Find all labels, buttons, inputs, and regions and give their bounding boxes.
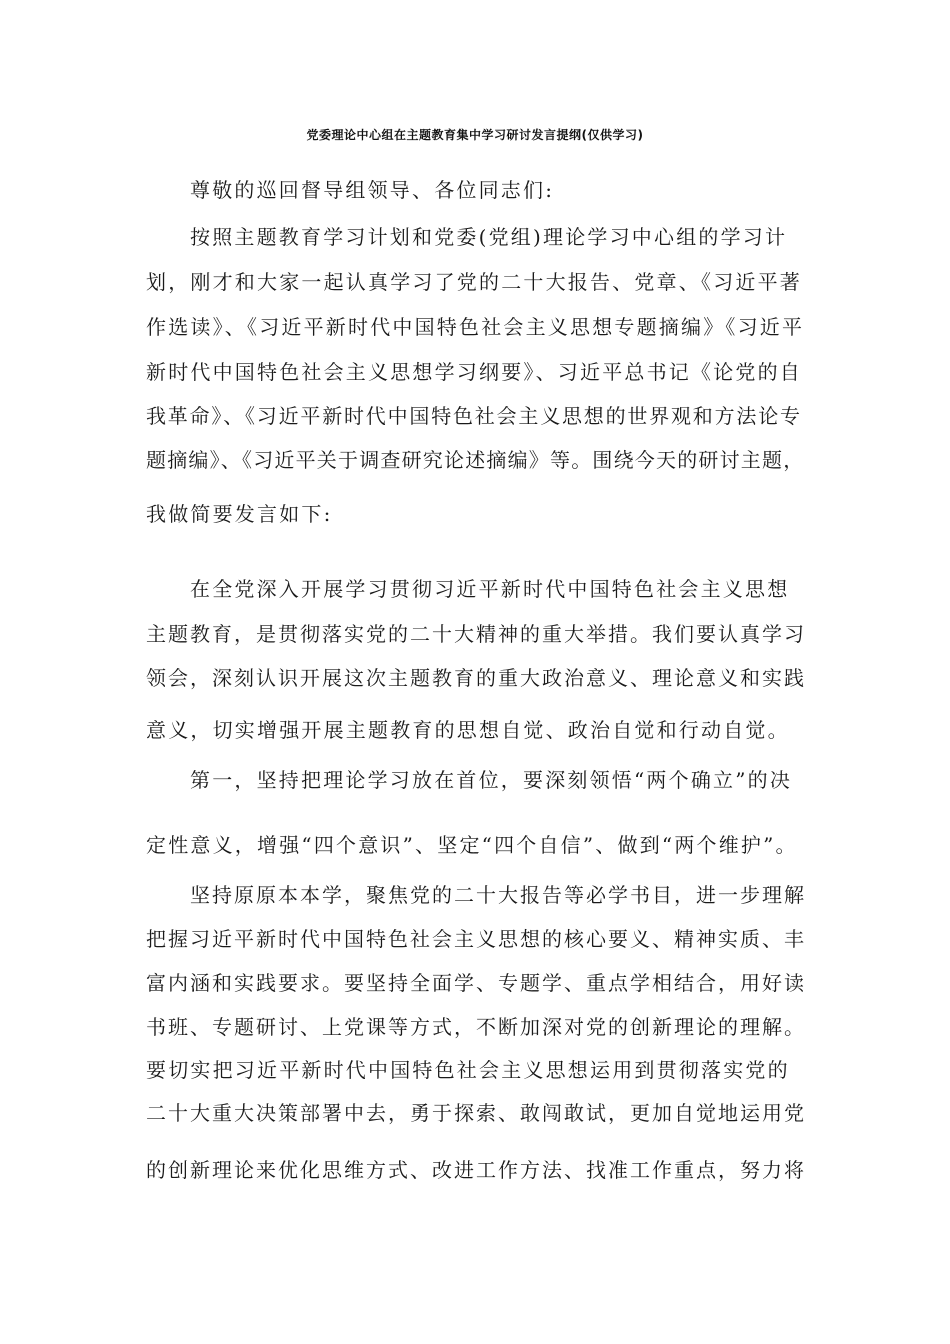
document-title: 党委理论中心组在主题教育集中学习研讨发言提纲(仅供学习) bbox=[306, 128, 644, 142]
paragraph-line: 主题教育，是贯彻落实党的二十大精神的重大举措。我们要认真学习 bbox=[146, 622, 806, 646]
paragraph-line: 定性意义，增强“四个意识”、坚定“四个自信”、做到“两个维护”。 bbox=[146, 833, 798, 857]
paragraph-line: 我做简要发言如下: bbox=[146, 502, 333, 526]
paragraph-line: 我革命》、《习近平新时代中国特色社会主义思想的世界观和方法论专 bbox=[146, 404, 802, 428]
paragraph-line: 坚持原原本本学，聚焦党的二十大报告等必学书目，进一步理解 bbox=[190, 883, 806, 907]
paragraph-line: 要切实把习近平新时代中国特色社会主义思想运用到贯彻落实党的 bbox=[146, 1058, 790, 1082]
paragraph-line: 作选读》、《习近平新时代中国特色社会主义思想专题摘编》《习近平 bbox=[146, 315, 805, 339]
paragraph-line: 划，刚才和大家一起认真学习了党的二十大报告、党章、《习近平著 bbox=[146, 270, 802, 294]
paragraph-line: 新时代中国特色社会主义思想学习纲要》、习近平总书记《论党的自 bbox=[146, 360, 802, 384]
paragraph-line: 领会，深刻认识开展这次主题教育的重大政治意义、理论意义和实践 bbox=[146, 666, 806, 690]
paragraph-line: 富内涵和实践要求。要坚持全面学、专题学、重点学相结合，用好读 bbox=[146, 971, 806, 995]
paragraph-line: 的创新理论来优化思维方式、改进工作方法、找准工作重点，努力将 bbox=[146, 1158, 806, 1182]
paragraph-line: 按照主题教育学习计划和党委(党组)理论学习中心组的学习计 bbox=[190, 225, 788, 249]
paragraph-line: 题摘编》、《习近平关于调查研究论述摘编》等。围绕今天的研讨主题， bbox=[146, 448, 805, 472]
paragraph-line: 书班、专题研讨、上党课等方式，不断加深对党的创新理论的理解。 bbox=[146, 1015, 806, 1039]
paragraph-line: 二十大重大决策部署中去，勇于探索、敢闯敢试，更加自觉地运用党 bbox=[146, 1101, 806, 1125]
paragraph-line: 把握习近平新时代中国特色社会主义思想的核心要义、精神实质、丰 bbox=[146, 927, 806, 951]
paragraph-line: 在全党深入开展学习贯彻习近平新时代中国特色社会主义思想 bbox=[190, 577, 790, 601]
salutation-line: 尊敬的巡回督导组领导、各位同志们: bbox=[190, 178, 555, 202]
paragraph-line: 第一，坚持把理论学习放在首位，要深刻领悟“两个确立”的决 bbox=[190, 768, 793, 792]
paragraph-line: 意义，切实增强开展主题教育的思想自觉、政治自觉和行动自觉。 bbox=[146, 718, 790, 742]
